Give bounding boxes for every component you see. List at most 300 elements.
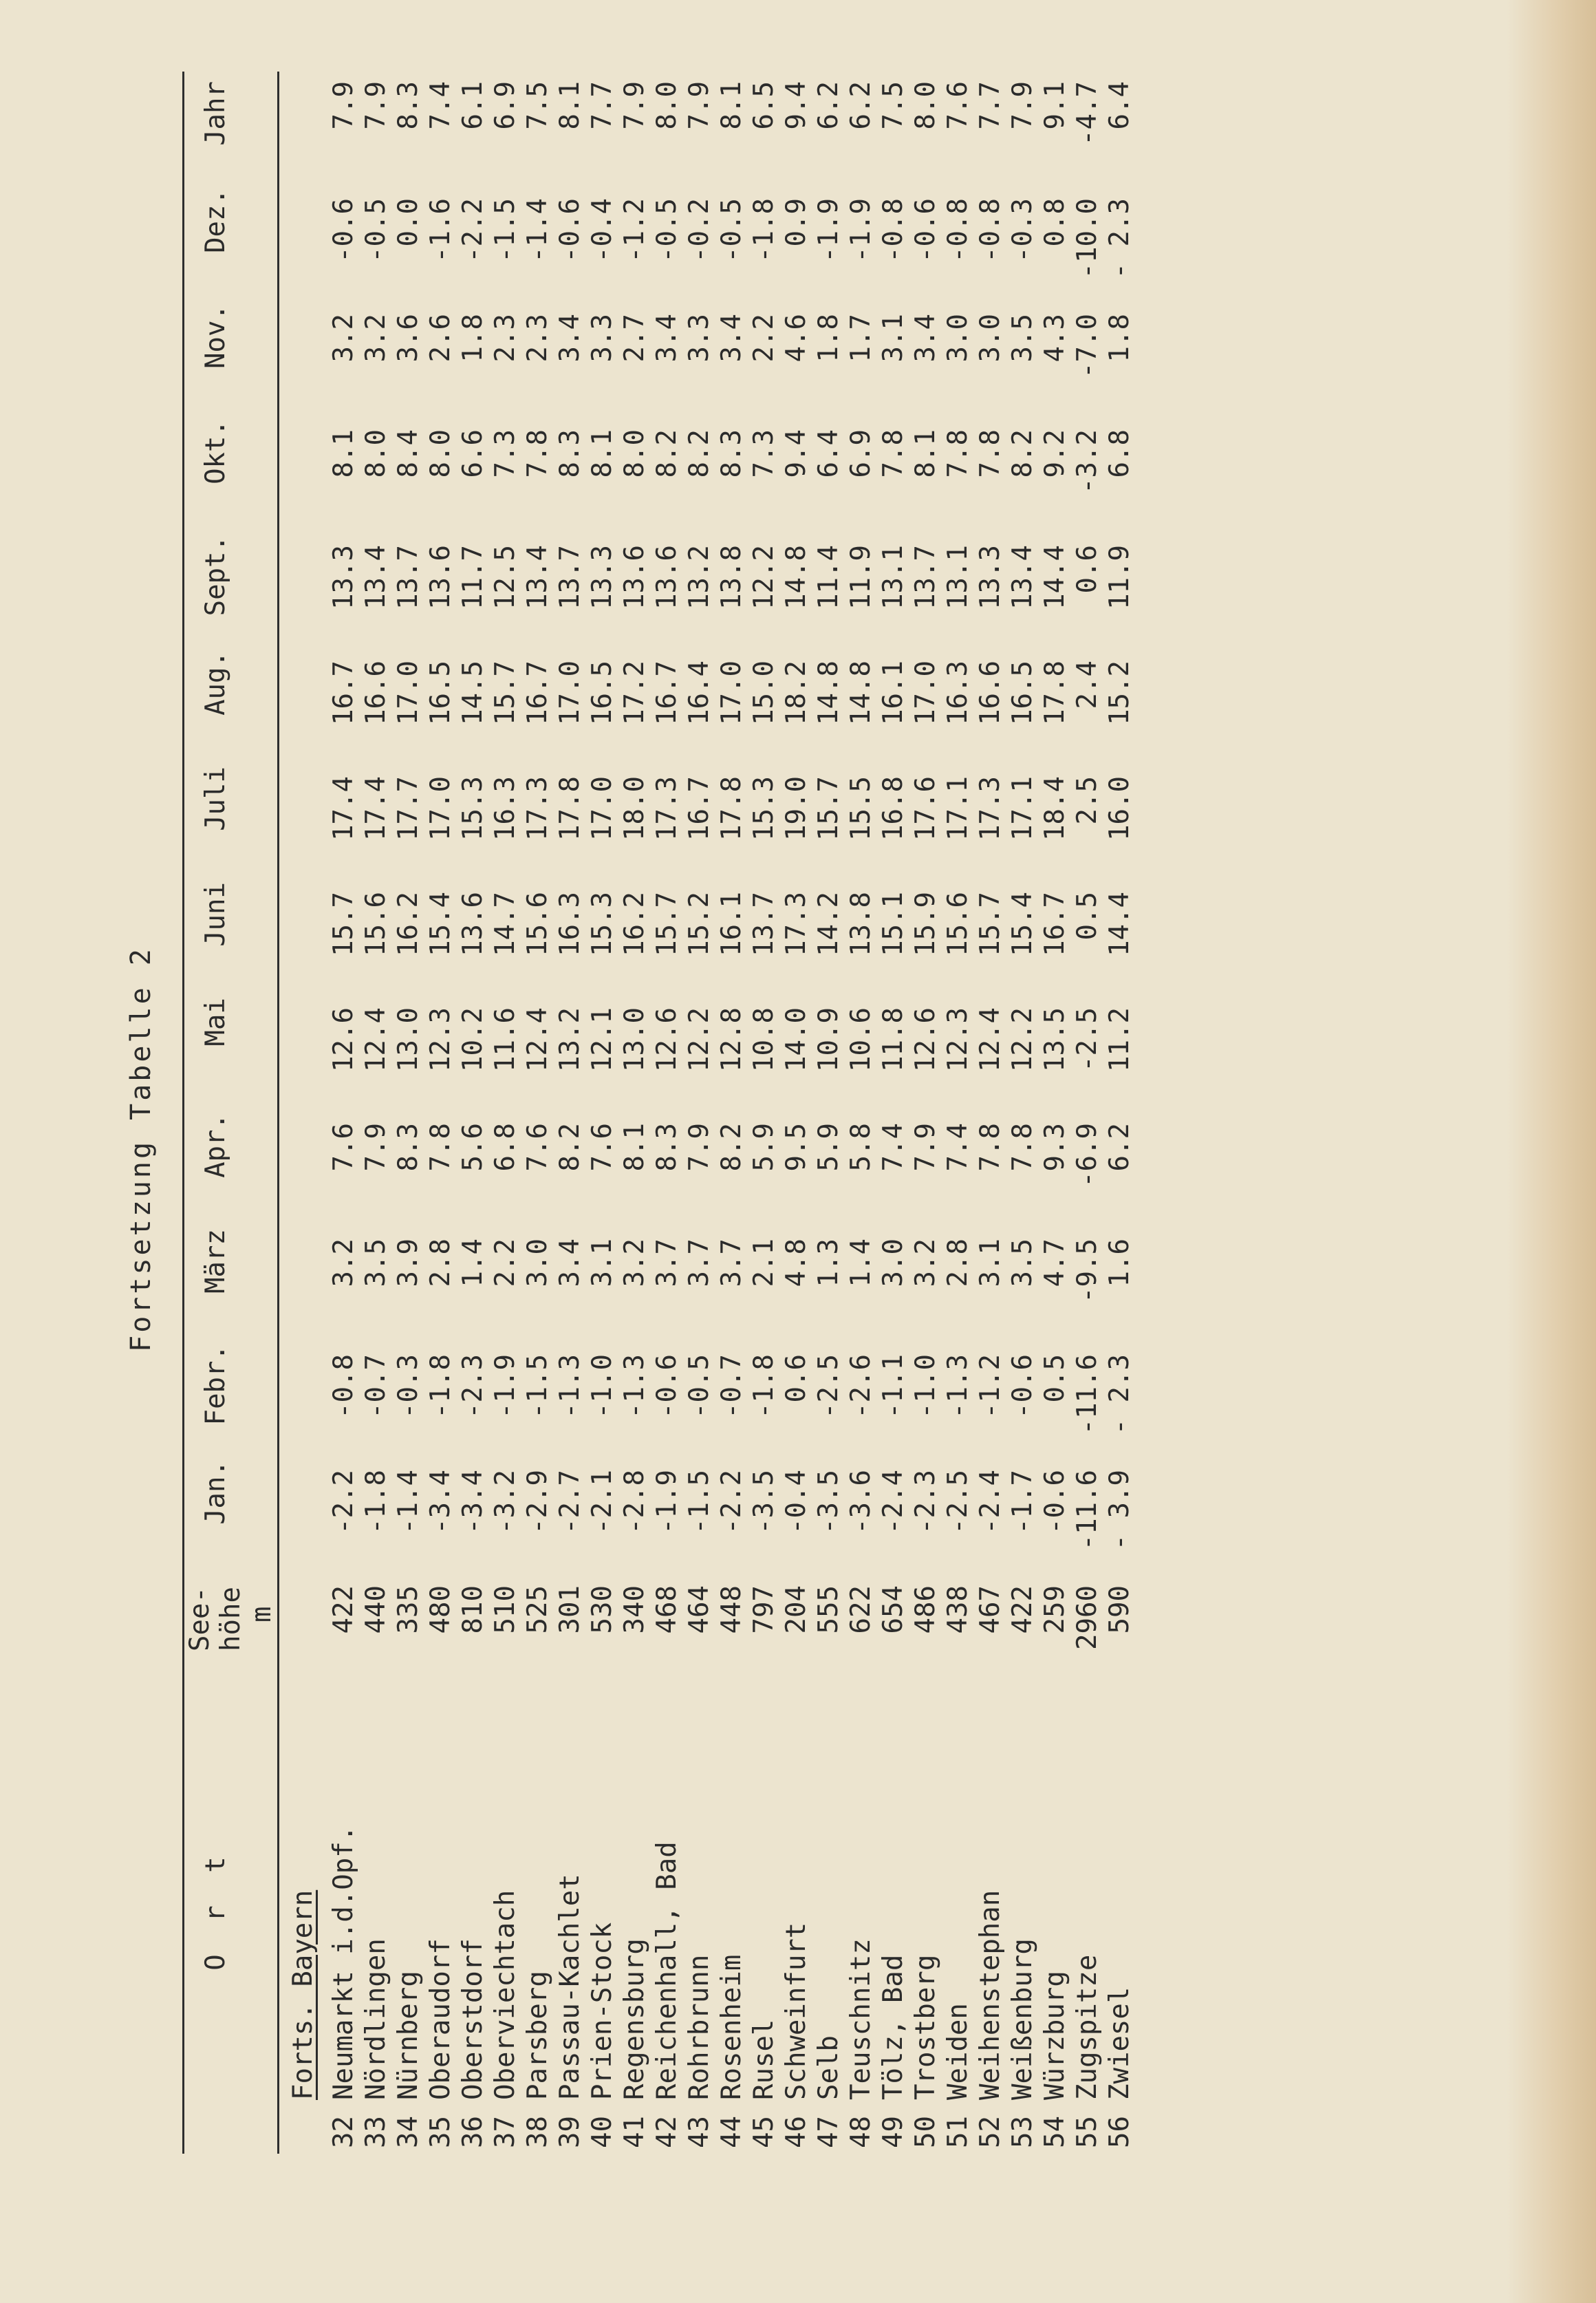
monthly-value: 17.3 <box>781 892 812 956</box>
monthly-value: 3.5 <box>360 1239 391 1287</box>
monthly-value: 16.0 <box>1104 776 1135 841</box>
monthly-value: -6.9 <box>1072 1123 1103 1188</box>
station-elevation: 468 <box>651 1585 682 1634</box>
monthly-value: 2.7 <box>619 314 650 363</box>
monthly-value: -1.4 <box>393 1470 424 1534</box>
monthly-value: 13.3 <box>328 545 359 610</box>
monthly-value: 1.8 <box>1104 314 1135 363</box>
monthly-value: -2.2 <box>457 198 488 263</box>
monthly-value: 8.0 <box>425 429 456 478</box>
station-elevation: 2960 <box>1072 1585 1103 1650</box>
monthly-value: 1.8 <box>457 314 488 363</box>
monthly-value: -1.6 <box>425 198 456 263</box>
monthly-value: 0.9 <box>781 198 812 247</box>
monthly-value: -0.6 <box>910 198 941 263</box>
monthly-value: 18.0 <box>619 776 650 841</box>
monthly-value: 12.3 <box>942 1007 973 1072</box>
monthly-value: 7.9 <box>684 1123 715 1172</box>
monthly-value: 15.7 <box>651 892 682 956</box>
table-row <box>974 72 1006 2154</box>
monthly-value: -0.6 <box>328 198 359 263</box>
row-number: 56 <box>1104 2116 1135 2148</box>
table-row <box>683 72 715 2154</box>
station-name: Rusel <box>748 2019 779 2100</box>
monthly-value: 3.4 <box>910 314 941 363</box>
monthly-value: 5.9 <box>813 1123 844 1172</box>
row-number: 42 <box>651 2116 682 2148</box>
monthly-value: 16.2 <box>393 892 424 956</box>
row-number: 33 <box>360 2116 391 2148</box>
station-elevation: 555 <box>813 1585 844 1634</box>
monthly-value: 3.2 <box>328 1239 359 1287</box>
row-number: 36 <box>457 2116 488 2148</box>
section-row <box>279 72 328 2154</box>
monthly-value: 2.3 <box>522 314 553 363</box>
annual-value: 9.4 <box>781 81 812 130</box>
table-row <box>489 72 521 2154</box>
monthly-value: -0.6 <box>1007 1354 1038 1419</box>
monthly-value: -2.3 <box>457 1354 488 1419</box>
monthly-value: 9.5 <box>781 1123 812 1172</box>
monthly-value: 15.1 <box>878 892 909 956</box>
monthly-value: 16.5 <box>425 661 456 725</box>
monthly-value: 13.4 <box>1007 545 1038 610</box>
monthly-value: 16.7 <box>328 661 359 725</box>
monthly-value: -1.1 <box>878 1354 909 1419</box>
monthly-value: 11.4 <box>813 545 844 610</box>
table-row <box>521 72 554 2154</box>
monthly-value: 12.3 <box>425 1007 456 1072</box>
month-header-jan: Jan. <box>184 1460 247 1576</box>
monthly-value: 8.0 <box>360 429 391 478</box>
monthly-value: 0.6 <box>781 1354 812 1403</box>
monthly-value: 8.1 <box>910 429 941 478</box>
monthly-value: 16.7 <box>1039 892 1070 956</box>
monthly-value: 15.7 <box>813 776 844 841</box>
station-elevation: 467 <box>975 1585 1006 1634</box>
monthly-value: 8.3 <box>651 1123 682 1172</box>
month-header-jun: Juni <box>184 882 247 998</box>
row-number: 39 <box>554 2116 585 2148</box>
month-header-feb: Febr. <box>184 1345 247 1460</box>
monthly-value: 12.6 <box>328 1007 359 1072</box>
monthly-value: 13.1 <box>878 545 909 610</box>
row-number: 47 <box>813 2116 844 2148</box>
table-row <box>909 72 942 2154</box>
monthly-value: 2.3 <box>490 314 521 363</box>
table-row <box>457 72 489 2154</box>
monthly-value: 6.9 <box>845 429 876 478</box>
station-name: Weißenburg <box>1007 1938 1038 2100</box>
monthly-value: 16.7 <box>651 661 682 725</box>
monthly-value: 3.4 <box>716 314 747 363</box>
monthly-value: 7.8 <box>878 429 909 478</box>
monthly-value: 17.0 <box>716 661 747 725</box>
station-elevation: 422 <box>1007 1585 1038 1634</box>
monthly-value: 16.3 <box>554 892 585 956</box>
annual-value: 6.4 <box>1104 81 1135 130</box>
annual-value: 7.5 <box>522 81 553 130</box>
station-name: Oberaudorf <box>425 1938 456 2100</box>
month-header-oct: Okt. <box>184 420 247 535</box>
row-number: 46 <box>781 2116 812 2148</box>
row-number: 44 <box>716 2116 747 2148</box>
station-name: Selb <box>813 2035 844 2100</box>
station-elevation: 422 <box>328 1585 359 1634</box>
monthly-value: -3.2 <box>490 1470 521 1534</box>
monthly-value: 9.2 <box>1039 429 1070 478</box>
monthly-value: 8.3 <box>393 1123 424 1172</box>
monthly-value: 17.8 <box>716 776 747 841</box>
station-elevation: 810 <box>457 1585 488 1634</box>
monthly-value: -1.0 <box>587 1354 618 1419</box>
station-elevation: 448 <box>716 1585 747 1634</box>
table-row <box>1103 72 1136 2154</box>
monthly-value: 17.8 <box>1039 661 1070 725</box>
station-name: Zugspitze <box>1072 1954 1103 2100</box>
station-elevation: 301 <box>554 1585 585 1634</box>
monthly-value: 13.8 <box>716 545 747 610</box>
table-row <box>812 72 845 2154</box>
monthly-value: 15.6 <box>942 892 973 956</box>
monthly-value: -2.5 <box>942 1470 973 1534</box>
monthly-value: 13.0 <box>619 1007 650 1072</box>
table-row <box>651 72 683 2154</box>
monthly-value: 18.4 <box>1039 776 1070 841</box>
annual-value: 6.2 <box>845 81 876 130</box>
station-name: Trostberg <box>910 1954 941 2100</box>
monthly-value: 2.1 <box>748 1239 779 1287</box>
monthly-value: 14.5 <box>457 661 488 725</box>
monthly-value: 7.8 <box>1007 1123 1038 1172</box>
annual-value: 6.5 <box>748 81 779 130</box>
station-name: Teuschnitz <box>845 1938 876 2100</box>
monthly-value: 3.7 <box>716 1239 747 1287</box>
monthly-value: 12.2 <box>1007 1007 1038 1072</box>
monthly-value: -1.4 <box>522 198 553 263</box>
monthly-value: 15.4 <box>425 892 456 956</box>
monthly-value: 4.3 <box>1039 314 1070 363</box>
section-label: Forts. Bayern <box>288 1889 319 2100</box>
monthly-value: 11.9 <box>845 545 876 610</box>
monthly-value: 6.8 <box>490 1123 521 1172</box>
monthly-value: -11.6 <box>1072 1354 1103 1435</box>
monthly-value: 6.4 <box>813 429 844 478</box>
monthly-value: 13.5 <box>1039 1007 1070 1072</box>
station-name: Schweinfurt <box>781 1922 812 2100</box>
monthly-value: 9.3 <box>1039 1123 1070 1172</box>
row-number: 38 <box>522 2116 553 2148</box>
monthly-value: -1.7 <box>1007 1470 1038 1534</box>
monthly-value: 13.7 <box>554 545 585 610</box>
monthly-value: -9.5 <box>1072 1239 1103 1303</box>
monthly-value: -0.5 <box>716 198 747 263</box>
monthly-value: 17.0 <box>554 661 585 725</box>
monthly-value: -0.6 <box>554 198 585 263</box>
monthly-value: -1.2 <box>975 1354 1006 1419</box>
monthly-value: -2.2 <box>716 1470 747 1534</box>
height-header <box>184 1576 247 1665</box>
monthly-value: -1.5 <box>684 1470 715 1534</box>
monthly-value: 2.4 <box>1072 661 1103 709</box>
monthly-value: 12.4 <box>522 1007 553 1072</box>
table-row <box>1071 72 1103 2154</box>
monthly-value: 12.6 <box>910 1007 941 1072</box>
monthly-value: 2.6 <box>425 314 456 363</box>
monthly-value: 17.3 <box>522 776 553 841</box>
monthly-value: 13.6 <box>457 892 488 956</box>
station-elevation: 622 <box>845 1585 876 1634</box>
monthly-value: -0.6 <box>1039 1470 1070 1534</box>
monthly-value: 10.8 <box>748 1007 779 1072</box>
monthly-value: 17.3 <box>975 776 1006 841</box>
monthly-value: -11.6 <box>1072 1470 1103 1551</box>
monthly-value: 3.4 <box>554 1239 585 1287</box>
station-name: Reichenhall, Bad <box>651 1841 682 2100</box>
monthly-value: 3.5 <box>1007 314 1038 363</box>
monthly-value: 17.0 <box>425 776 456 841</box>
monthly-value: -2.4 <box>878 1470 909 1534</box>
monthly-value: 14.8 <box>781 545 812 610</box>
monthly-value: 3.7 <box>684 1239 715 1287</box>
monthly-value: 15.3 <box>587 892 618 956</box>
monthly-value: 17.6 <box>910 776 941 841</box>
monthly-value: 2.5 <box>1072 776 1103 825</box>
station-elevation: 440 <box>360 1585 391 1634</box>
monthly-value: 12.5 <box>490 545 521 610</box>
monthly-value: 15.0 <box>748 661 779 725</box>
monthly-value: 14.0 <box>781 1007 812 1072</box>
monthly-value: 3.0 <box>522 1239 553 1287</box>
monthly-value: 15.7 <box>975 892 1006 956</box>
station-name: Rosenheim <box>716 1954 747 2100</box>
table-row <box>360 72 392 2154</box>
monthly-value: 17.8 <box>554 776 585 841</box>
height-unit: m <box>246 1576 279 1665</box>
monthly-value: -1.8 <box>425 1354 456 1419</box>
monthly-value: 16.5 <box>587 661 618 725</box>
monthly-value: 15.7 <box>328 892 359 956</box>
station-name: Weihenstephan <box>975 1889 1006 2100</box>
monthly-value: -1.0 <box>910 1354 941 1419</box>
monthly-value: 10.6 <box>845 1007 876 1072</box>
monthly-value: -2.7 <box>554 1470 585 1534</box>
monthly-value: - 2.3 <box>1104 1354 1135 1435</box>
monthly-value: 2.2 <box>490 1239 521 1287</box>
monthly-value: 3.4 <box>651 314 682 363</box>
monthly-value: 17.4 <box>328 776 359 841</box>
station-elevation: 480 <box>425 1585 456 1634</box>
station-name: Tölz, Bad <box>878 1954 909 2100</box>
monthly-value: 16.7 <box>684 776 715 841</box>
monthly-value: 10.9 <box>813 1007 844 1072</box>
ort-header: O r t <box>184 1665 247 2154</box>
height-header-line1: See- <box>184 1587 215 1651</box>
monthly-value: 15.3 <box>748 776 779 841</box>
month-header-nov: Nov. <box>184 304 247 420</box>
monthly-value: 0.8 <box>1039 198 1070 247</box>
monthly-value: -3.6 <box>845 1470 876 1534</box>
station-name: Oberviechtach <box>490 1889 521 2100</box>
monthly-value: 15.5 <box>845 776 876 841</box>
monthly-value: 13.2 <box>554 1007 585 1072</box>
monthly-value: 15.2 <box>684 892 715 956</box>
monthly-value: 3.3 <box>684 314 715 363</box>
station-name: Neumarkt i.d.Opf. <box>328 1825 359 2100</box>
monthly-value: 7.4 <box>942 1123 973 1172</box>
monthly-value: 8.4 <box>393 429 424 478</box>
monthly-value: 13.4 <box>360 545 391 610</box>
monthly-value: -3.5 <box>813 1470 844 1534</box>
monthly-value: 17.0 <box>393 661 424 725</box>
monthly-value: 15.7 <box>490 661 521 725</box>
monthly-value: 3.1 <box>878 314 909 363</box>
table-row <box>715 72 748 2154</box>
monthly-value: 16.3 <box>490 776 521 841</box>
monthly-value: 8.2 <box>716 1123 747 1172</box>
station-name: Parsberg <box>522 1971 553 2100</box>
monthly-value: 16.1 <box>716 892 747 956</box>
month-header-jul: Juli <box>184 767 247 882</box>
monthly-value: 13.3 <box>587 545 618 610</box>
station-elevation: 464 <box>684 1585 715 1634</box>
monthly-value: -1.9 <box>845 198 876 263</box>
monthly-value: -0.8 <box>878 198 909 263</box>
monthly-value: 8.1 <box>328 429 359 478</box>
monthly-value: 17.1 <box>942 776 973 841</box>
monthly-value: 7.9 <box>360 1123 391 1172</box>
station-name: Prien-Stock <box>587 1922 618 2100</box>
monthly-value: 3.7 <box>651 1239 682 1287</box>
monthly-value: 3.2 <box>619 1239 650 1287</box>
monthly-value: 13.0 <box>393 1007 424 1072</box>
table-row <box>845 72 877 2154</box>
monthly-value: 16.2 <box>619 892 650 956</box>
station-elevation: 438 <box>942 1585 973 1634</box>
monthly-value: -3.5 <box>748 1470 779 1534</box>
monthly-value: 8.3 <box>554 429 585 478</box>
monthly-value: 11.9 <box>1104 545 1135 610</box>
station-name: Passau-Kachlet <box>554 1874 585 2100</box>
month-header-sep: Sept. <box>184 535 247 651</box>
monthly-value: 3.1 <box>587 1239 618 1287</box>
monthly-value: 7.4 <box>878 1123 909 1172</box>
monthly-value: -0.4 <box>781 1470 812 1534</box>
height-header-line2: höhe <box>215 1587 246 1651</box>
monthly-value: 14.8 <box>813 661 844 725</box>
table-row <box>327 72 360 2154</box>
row-number: 54 <box>1039 2116 1070 2148</box>
monthly-value: 4.8 <box>781 1239 812 1287</box>
monthly-value: -2.1 <box>587 1470 618 1534</box>
annual-value: 7.6 <box>942 81 973 130</box>
monthly-value: -1.5 <box>522 1354 553 1419</box>
station-elevation: 510 <box>490 1585 521 1634</box>
monthly-value: 13.7 <box>393 545 424 610</box>
monthly-value: 3.2 <box>910 1239 941 1287</box>
station-elevation: 797 <box>748 1585 779 1634</box>
monthly-value: 15.2 <box>1104 661 1135 725</box>
monthly-value: 6.8 <box>1104 429 1135 478</box>
table-body <box>279 72 1136 2154</box>
monthly-value: 3.0 <box>878 1239 909 1287</box>
monthly-value: 15.4 <box>1007 892 1038 956</box>
monthly-value: -7.0 <box>1072 314 1103 378</box>
monthly-value: 1.8 <box>813 314 844 363</box>
paper-edge <box>1507 0 1596 2303</box>
monthly-value: -1.8 <box>748 198 779 263</box>
monthly-value: -2.3 <box>910 1470 941 1534</box>
annual-value: 6.9 <box>490 81 521 130</box>
annual-value: 8.1 <box>554 81 585 130</box>
monthly-value: 8.2 <box>1007 429 1038 478</box>
table-row <box>586 72 618 2154</box>
monthly-value: 7.8 <box>522 429 553 478</box>
monthly-value: 1.7 <box>845 314 876 363</box>
monthly-value: -2.5 <box>813 1354 844 1419</box>
monthly-value: -0.4 <box>587 198 618 263</box>
row-number: 41 <box>619 2116 650 2148</box>
monthly-value: 2.2 <box>748 314 779 363</box>
monthly-value: -2.9 <box>522 1470 553 1534</box>
monthly-value: 13.4 <box>522 545 553 610</box>
monthly-value: 7.8 <box>942 429 973 478</box>
month-header-mar: März <box>184 1229 247 1345</box>
monthly-value: 17.1 <box>1007 776 1038 841</box>
monthly-value: 15.6 <box>360 892 391 956</box>
monthly-value: 13.6 <box>425 545 456 610</box>
monthly-value: -2.6 <box>845 1354 876 1419</box>
monthly-value: 16.5 <box>1007 661 1038 725</box>
monthly-value: 8.2 <box>684 429 715 478</box>
monthly-value: 8.0 <box>619 429 650 478</box>
annual-value: 6.2 <box>813 81 844 130</box>
monthly-value: 12.2 <box>684 1007 715 1072</box>
monthly-value: -1.3 <box>554 1354 585 1419</box>
annual-value: 8.3 <box>393 81 424 130</box>
monthly-value: 7.8 <box>425 1123 456 1172</box>
monthly-value: 16.6 <box>975 661 1006 725</box>
monthly-value: 16.6 <box>360 661 391 725</box>
monthly-value: 6.2 <box>1104 1123 1135 1172</box>
table-row <box>1039 72 1071 2154</box>
annual-value: -4.7 <box>1072 81 1103 146</box>
monthly-value: -1.3 <box>942 1354 973 1419</box>
row-number: 48 <box>845 2116 876 2148</box>
station-name: Nürnberg <box>393 1971 424 2100</box>
monthly-value: 15.9 <box>910 892 941 956</box>
monthly-value: 17.0 <box>910 661 941 725</box>
monthly-value: 3.1 <box>975 1239 1006 1287</box>
monthly-value: -1.9 <box>651 1470 682 1534</box>
monthly-value: 13.7 <box>910 545 941 610</box>
monthly-value: 14.7 <box>490 892 521 956</box>
monthly-value: 4.6 <box>781 314 812 363</box>
monthly-value: 0.5 <box>1039 1354 1070 1403</box>
row-number: 49 <box>878 2116 909 2148</box>
monthly-value: 12.1 <box>587 1007 618 1072</box>
monthly-value: 7.3 <box>748 429 779 478</box>
monthly-value: 18.2 <box>781 661 812 725</box>
monthly-value: 13.2 <box>684 545 715 610</box>
station-elevation: 204 <box>781 1585 812 1634</box>
month-header-aug: Aug. <box>184 651 247 767</box>
station-name: Zwiesel <box>1104 1986 1135 2100</box>
monthly-value: -1.3 <box>619 1354 650 1419</box>
station-name: Regensburg <box>619 1938 650 2100</box>
monthly-value: 13.7 <box>748 892 779 956</box>
monthly-value: 14.4 <box>1104 892 1135 956</box>
